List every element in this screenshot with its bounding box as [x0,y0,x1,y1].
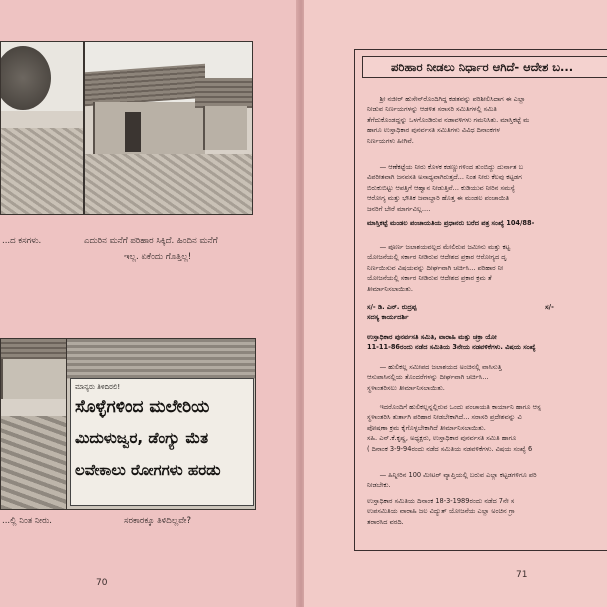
paragraph-1: ಶ್ರೀ ನಜೀರ್ ಹುಸೇನ್‌ರೊಂದಿಗಿದ್ದ ಕಡತವನ್ನು ಪರಿಶೀಲಿಸಿದಾಗ ಈ ಎಲ್ಲಾ ನೀಡುವ ನಿರ್ಣಯಗಳನ್ನು ಆಡಳಿತ ಸರಾಸರಿ ಸಮಿತಿಗಳಲ್ಲಿ ಸಮಿತಿ ತೆಗೆದುಕೊಂಡದ್ದನ್ನು ಒಳಗೊಂಡಿರುವ ನಡಾವಳಿಗಳು ಗಮನಿಸಿತು. ಮಾಸ್ತಿಕಟ್ಟೆ ಮ ಹಾಗೂ ಉಸ್ತಾಧಿಕಾರ ಪುನರ್ವಸತಿ ಸಮಿತಿಗಳು ವಿವಿಧ ದಿನಾಂಕಗಳ ನಿರ್ಣಯಗಳು ಹೀಗಿವೆ. [367,95,530,145]
paragraph-9: — ಹಿನ್ನೀರಿನ 100 ಮೀಟರ್ ವ್ಯಾಪ್ತಿಯಲ್ಲಿ ಬರುವ ಎಲ್ಲಾ ಕಟ್ಟಡಗಳಿಗೂ ಪರಿ ನೀಡಬೇಕು. [367,471,537,490]
sign-line-3: ಲವೇಕಾಲು ರೋಗಗಳು ಹರಡು [75,461,221,479]
right-page [304,0,607,607]
caption-bottom-right: ಸರಕಾರಕ್ಕೂ ತಿಳಿದಿಲ್ಲವೇ? [124,516,191,526]
paragraph-5: ಸ/- ಡಿ. ಎನ್. ರುದ್ರಪ್ಪ ಸ/- ಸದಸ್ಯ ಕಾರ್ಯದರ್ಶಿ [367,303,554,322]
photo-houses [84,41,253,215]
paragraph-10: ಉಸ್ತಾಧಿಕಾರ ಸಮಿತಿಯ ದಿನಾಂಕ 18-3-1989ರಂದು ನಡೆದ 7ನೇ ಸ ಉಪಸಮಿತಿಯ ವಾರಾಹಿ ಜಲ ವಿದ್ಯುತ್ ಯೋಜನೆಯ ಎಲ್ಲಾ ಅಂಚಿನ ಗ್ರಾ ತರಾರಸಿದ ವರದಿ. [367,497,515,526]
paragraph-6: ಉಸ್ತಾಧಿಕಾರ ಪುನರ್ವಸತಿ ಸಮಿತಿ, ವಾರಾಹಿ ಮತ್ತು ಚಕ್ರಾ ಯೋ 11-11-86ರಂದು ನಡೆದ ಸಮಿತಿಯ 3ನೇಯ ನಡವಳಿಕೆಗಳು. ವಿಷಯ ಸಂಖ್ಯೆ [367,333,536,352]
sign-line-1: ಸೊಳ್ಳೆಗಳಿಂದ ಮಲೇರಿಯ [75,397,210,417]
paragraph-2: — ಆಣೆಕಟ್ಟೆಯ ನೀರು ಕೊಳಕ ಕಡಣ್ಣುಗಳಿಂದ ತುಂಬಿದ್ದು ದುರ್ನಾತ ಬ ವಿಪರೀತವಾಗಿ ಜನವಸತಿ ಅಸಾಧ್ಯವಾಗಿರುತ್ತದೆ... ನಿಂತ ನೀರು ಕೆಲವು ಕಟ್ಟಡಗ ಬಿರುಕುಬಿಟ್ಟು ಆಪತ್ತಿಗೆ ಆಹ್ವಾನ ನೀಡುತ್ತಿವೆ... ಕುಡಿಯುವ ನೀರಿನ ಸಮಸ್ಯೆ ಆರೋಗ್ಯ ಮತ್ತು ಭೌತಿಕ ಜವಾಬ್ದಾರಿ ಹೊತ್ತ ಈ ಮಂಡಲ ಪಂಚಾಯಿತಿ ಜನರಿಗೆ ಬೇರೆ ಮಾರ್ಗವಿಲ್ಲ.... [367,163,524,213]
paragraph-7: — ಹುಲಿಕಲ್ಲ ಸಮೀಪದ ಜಲಾಶಯದ ಅಂಚಿನಲ್ಲಿ ವಾಸಿಸುತ್ತಿ ಆಸುಪಾಸಿನಲ್ಲಿಯ ತೊಂದರೆಗಳನ್ನು ದೀರ್ಘವಾಗಿ ಚರ್ಚಿಸಿ... ಸ್ಥಳಾಂತರಿಸಲು ತೀರ್ಮಾನಿಸಲಾಯಿತು. [367,363,502,392]
caption-bottom-left: ...ಲ್ಲಿ ನಿಂತ ನೀರು. [2,516,53,526]
paragraph-8: ಇದರೊಂದಿಗೆ ಹುಲಿಕಲ್ಲನ್ನಲ್ಲಿರುವ ಒಂದು ಪಂಚಾಯತಿ ಕಾರ್ಯಾನಿ ಹಾಗೂ ಆಸ್ಪ ಸ್ಥಳಾಂತರಿಸಿ ತುರ್ತಾಗಿ ಪರಿಹಾರ ನೀಡಬೇಕಾಗಿದೆ... ಸರಾಸರಿ ಪ್ರದೇಶವನ್ನು ವಿ ಪೋಷಣಾ ಕ್ರಮ ಕೈಗೊಳ್ಳಬೇಕಾಗಿದೆ ತೀರ್ಮಾನಿಸಲಾಯಿತು. ಸಹಿ. ಎನ್.ಕೆ.ಕೃಷ್ಣ, ಅಧ್ಯಕ್ಷರು, ಉಸ್ತಾಧಿಕಾರ ಪುನರ್ವಸತಿ ಸಮಿತಿ ಹಾಗೂ ( ದಿನಾಂಕ 3-9-94ರಂದು ನಡೆದ ಸಮಿತಿಯ ನಡವಳಿಕೆಗಳು. ವಿಷಯ ಸಂಖ್ಯೆ 6 [367,403,541,453]
article-headline: ಪರಿಹಾರ ನೀಡಲು ನಿರ್ಧಾರ ಆಗಿದೆ- ಆದೇಶ ಬ... [391,60,574,74]
sign-small-text: ಮಾನ್ಯರು ತಿಳಿದಿರಲಿ! [75,383,121,391]
photo-standing-water [0,338,68,510]
article-box [354,49,607,551]
warning-sign [70,378,254,506]
page-number-left: 70 [96,578,108,588]
headline-bar [362,56,607,78]
caption-top-right: ಎದುರಿನ ಮನೆಗೆ ಪರಿಹಾರ ಸಿಕ್ಕಿದೆ. ಹಿಂದಿನ ಮನೆಗೆ [84,236,218,246]
page-number-right: 71 [516,570,528,580]
caption-top-left: ...ದ ಕಸಗಳು. [2,236,42,246]
paragraph-4: — ಪೂರ್ಣ ಜಲಾಶಯವಲ್ಲದ ಮೇಲಿರುವ ಜಮೀನು ಮತ್ತು ಕಟ್ಟ ಯೋಜನೆಯಲ್ಲಿ ಸರ್ಕಾರ ನೀಡಿರುವ ಆದೇಶದ ಪ್ರಕಾರ ಆರೋಗ್ಯದ ದೃ ನಿರ್ಣಯಿಸುವ ವಿಷಯವನ್ನು ದೀರ್ಘವಾಗಿ ಚರ್ಚಿಸಿ... ಪರಿಹಾರ ನೀ ಯೋಜನೆಯಲ್ಲಿ ಸರ್ಕಾರ ನೀಡಿರುವ ಆದೇಶದ ಪ್ರಕಾರ ಕ್ರಮ ತೆ ತೀರ್ಮಾನಿಸಲಾಯಿತು. [367,243,511,293]
sign-line-2: ಮಿದುಳುಜ್ವರ, ಡೆಂಗ್ಯು ಮೆತ [75,429,209,447]
photo-tree-debris [0,41,84,215]
caption-top-right-line2: ಇಲ್ಲ. ಏಕೆಂದು ಗೊತ್ತಿಲ್ಲ! [124,252,192,262]
paragraph-3: ಮಾಸ್ತಿಕಟ್ಟೆ ಮಂಡಲ ಪಂಚಾಯತಿಯ ಪ್ರಧಾನರು ಬರೆದ ಪತ್ರ ಸಂಖ್ಯೆ 104/88- [367,219,535,227]
left-page [0,0,298,607]
